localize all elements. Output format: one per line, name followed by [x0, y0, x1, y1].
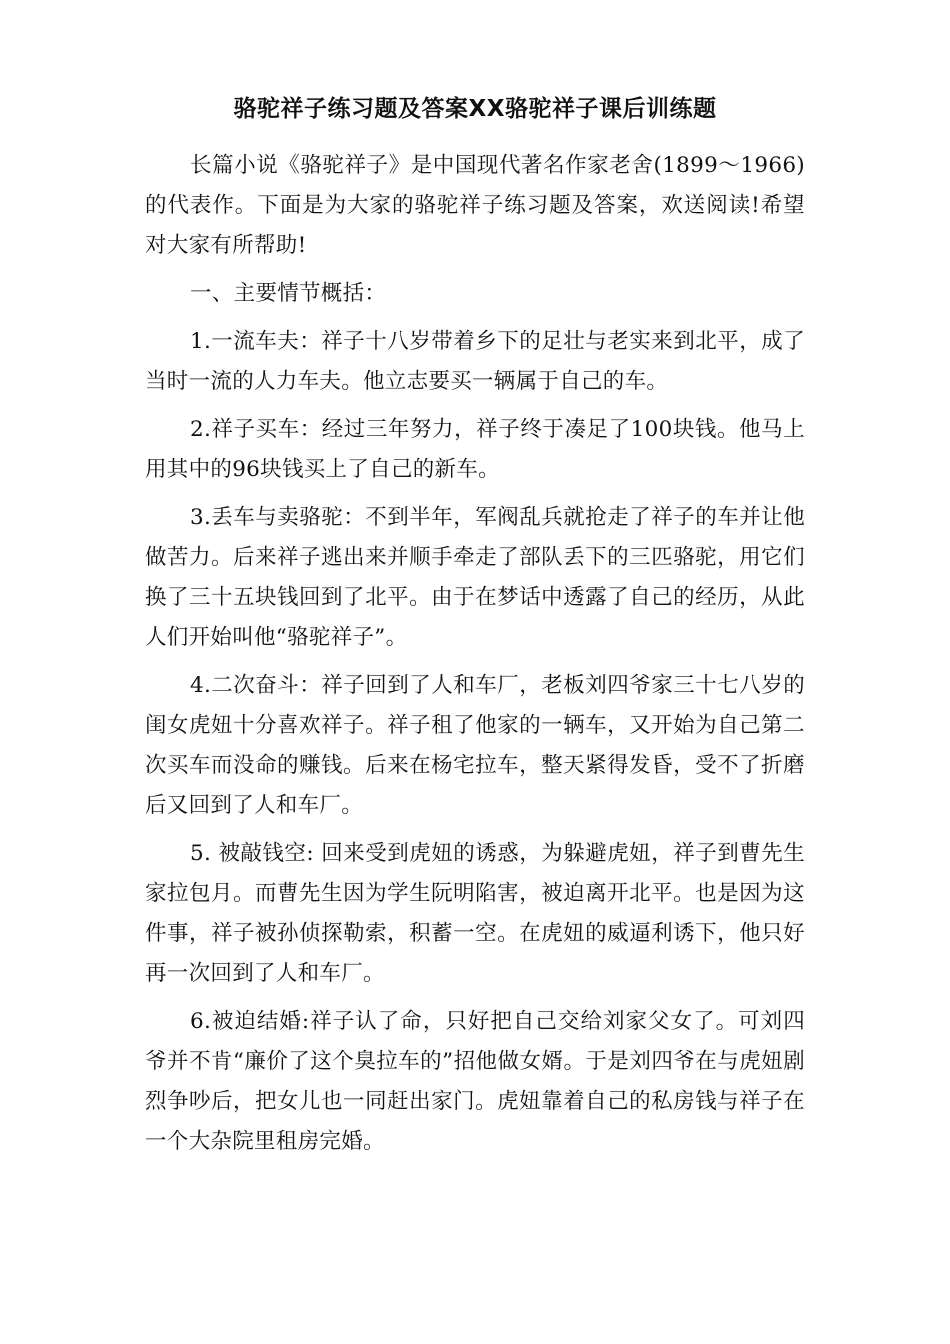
intro-paragraph: 长篇小说《骆驼祥子》是中国现代著名作家老舍(1899～1966)的代表作。下面是为大家的骆驼祥子练习题及答案，欢送阅读!希望对大家有所帮助!: [145, 153, 805, 258]
plot-item-5: 5. 被敲钱空: 回来受到虎妞的诱惑，为躲避虎妞，祥子到曹先生家拉包月。而曹先生因为学生阮明陷害，被迫离开北平。也是因为这件事，祥子被孙侦探勒索，积蓄一空。在虎妞的威逼利诱下，他只好再一次回到了人和车厂。: [145, 841, 805, 986]
document-title: 骆驼祥子练习题及答案XX骆驼祥子课后训练题: [233, 96, 717, 122]
section-heading: 一、主要情节概括：: [190, 281, 387, 306]
plot-item-3: 3.丢车与卖骆驼：不到半年，军阀乱兵就抢走了祥子的车并让他做苦力。后来祥子逃出来并顺手牵走了部队丢下的三匹骆驼，用它们换了三十五块钱回到了北平。由于在梦话中透露了自己的经历，从此人们开始叫他“骆驼祥子”。: [145, 505, 805, 650]
plot-item-1: 1.一流车夫：祥子十八岁带着乡下的足壮与老实来到北平，成了当时一流的人力车夫。他立志要买一辆属于自己的车。: [145, 329, 805, 394]
plot-item-2: 2.祥子买车：经过三年努力，祥子终于凑足了100块钱。他马上用其中的96块钱买上了自己的新车。: [145, 417, 805, 482]
plot-item-6: 6.被迫结婚:祥子认了命，只好把自己交给刘家父女了。可刘四爷并不肯“廉价了这个臭拉车的”招他做女婿。于是刘四爷在与虎妞剧烈争吵后，把女儿也一同赶出家门。虎妞靠着自己的私房钱与祥子在一个大杂院里租房完婚。: [145, 1009, 805, 1154]
document-body: [145, 146, 805, 1162]
plot-item-4: 4.二次奋斗：祥子回到了人和车厂，老板刘四爷家三十七八岁的闺女虎妞十分喜欢祥子。祥子租了他家的一辆车，又开始为自己第二次买车而没命的赚钱。后来在杨宅拉车，整天紧得发昏，受不了折磨后又回到了人和车厂。: [145, 673, 805, 818]
